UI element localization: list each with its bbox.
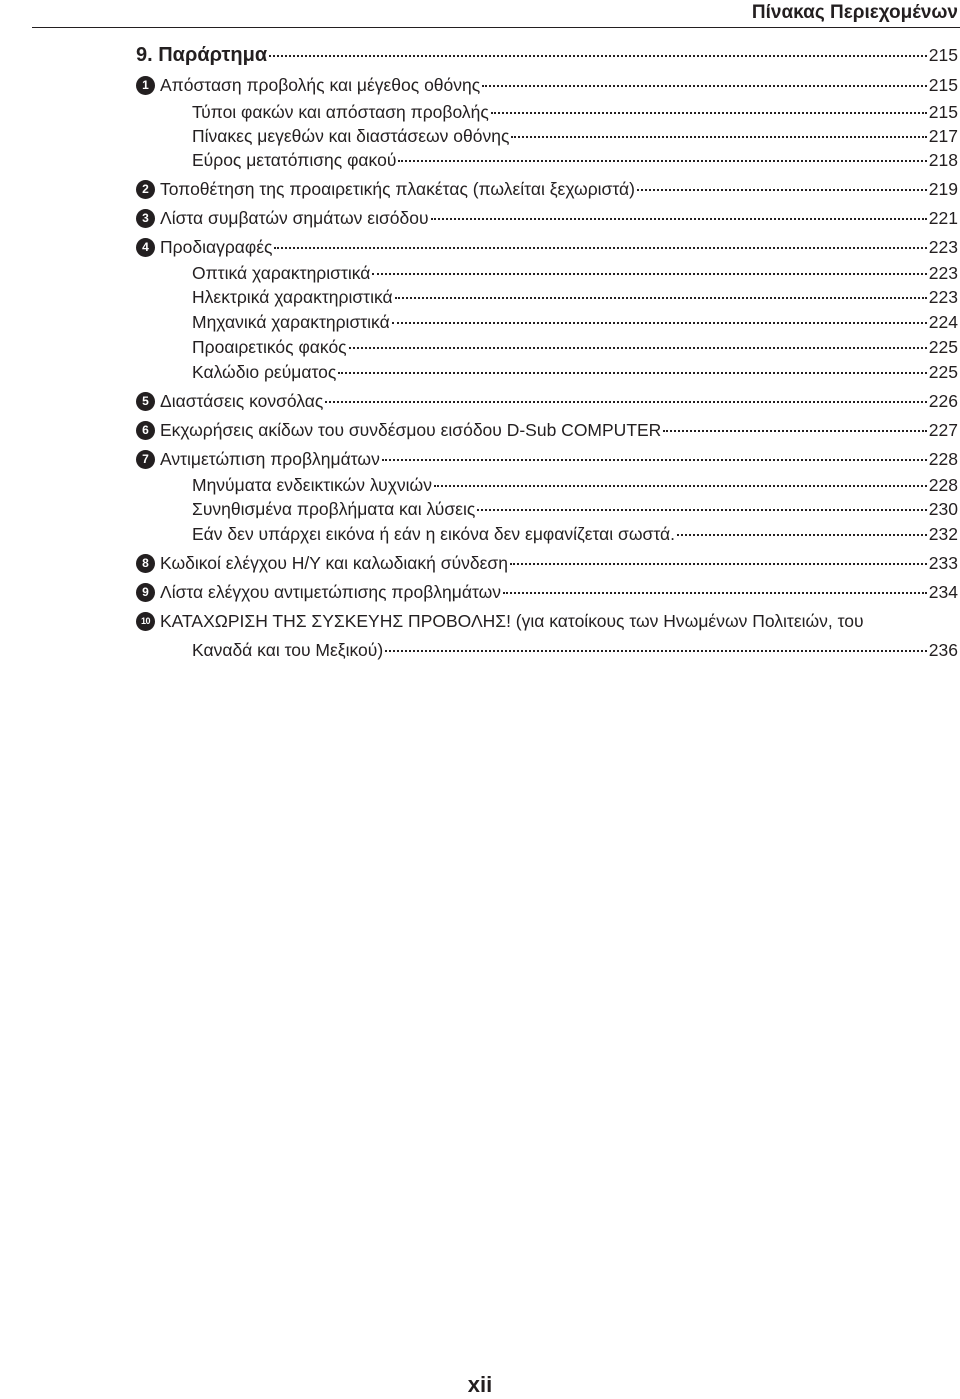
toc-line [192,473,958,497]
number-badge-icon: 8 [136,554,155,573]
dot-leader [677,534,927,536]
entry-label: Λίστα συμβατών σημάτων εισόδου [160,208,429,228]
toc-subentry[interactable] [0,124,960,148]
page-ref: 215 [928,75,958,95]
page-ref: 223 [928,287,958,307]
page-ref: 217 [928,126,958,146]
entry-label: Συνηθισμένα προβλήματα και λύσεις [192,499,476,519]
toc-line [192,360,958,384]
toc-line [192,285,958,309]
toc-subentry[interactable] [0,473,960,497]
toc-line [160,235,958,259]
toc-subentry[interactable] [0,310,960,334]
page-ref: 215 [928,102,958,122]
number-badge-icon: 7 [136,450,155,469]
toc-line [192,310,958,334]
entry-label: Προδιαγραφές [160,237,273,257]
page-ref: 233 [928,553,958,573]
toc-entry[interactable] [0,206,960,230]
page-ref: 230 [928,499,958,519]
toc-line [136,43,958,67]
page-ref: 218 [928,150,958,170]
toc-line [192,100,958,124]
dot-leader [269,55,927,57]
toc-line [160,551,958,575]
page-ref: 223 [928,237,958,257]
entry-label: Διαστάσεις κονσόλας [160,391,324,411]
dot-leader [338,372,926,374]
dot-leader [395,297,927,299]
page-ref: 226 [928,391,958,411]
page-ref: 236 [928,640,958,660]
toc-entry[interactable] [0,177,960,201]
dot-leader [491,112,927,114]
dot-leader [372,273,926,275]
entry-label-line1: ΚΑΤΑΧΩΡΙΣΗ ΤΗΣ ΣΥΣΚΕΥΗΣ ΠΡΟΒΟΛΗΣ! (για κατοίκους των Ηνωμένων Πολιτειών, του [160,611,864,631]
toc-line [160,418,958,442]
toc-entry[interactable] [0,235,960,259]
page-ref: 215 [928,45,958,65]
toc-subentry[interactable] [0,148,960,172]
dot-leader [274,247,926,249]
toc-subentry[interactable] [0,335,960,359]
number-badge-icon: 5 [136,392,155,411]
number-badge-icon: 1 [136,76,155,95]
toc-entry[interactable] [0,73,960,97]
dot-leader [385,650,927,652]
toc-line [192,497,958,521]
entry-label: Κωδικοί ελέγχου Η/Υ και καλωδιακή σύνδεση [160,553,508,573]
section-title: 9. Παράρτημα [136,44,268,66]
toc-line [192,335,958,359]
entry-label: Προαιρετικός φακός [192,337,347,357]
dot-leader [349,347,927,349]
page-ref: 228 [928,475,958,495]
dot-leader [510,563,927,565]
toc-line [160,447,958,471]
number-badge-icon: 3 [136,209,155,228]
entry-label: Πίνακες μεγεθών και διαστάσεων οθόνης [192,126,510,146]
toc-line [192,261,958,285]
dot-leader [392,322,927,324]
page-ref: 225 [928,362,958,382]
toc-entry[interactable] [0,447,960,471]
toc-entry[interactable] [0,609,960,665]
toc-entry[interactable] [0,551,960,575]
entry-label: Μηνύματα ενδεικτικών λυχνιών [192,475,432,495]
header-rule [32,27,960,28]
page-ref: 227 [928,420,958,440]
toc-line [160,177,958,201]
entry-label: Ηλεκτρικά χαρακτηριστικά [192,287,393,307]
entry-label-line2: Καναδά και του Μεξικού) [192,640,384,660]
number-badge-icon: 10 [136,612,155,631]
dot-leader [482,85,927,87]
toc-line [192,638,958,662]
toc-line [192,148,958,172]
toc-entry[interactable] [0,418,960,442]
dot-leader [663,430,926,432]
entry-label: Απόσταση προβολής και μέγεθος οθόνης [160,75,481,95]
entry-label: Τύποι φακών και απόσταση προβολής [192,102,489,122]
toc-subentry[interactable] [0,261,960,285]
dot-leader [477,509,927,511]
entry-label: Εύρος μετατόπισης φακού [192,150,397,170]
entry-label: Λίστα ελέγχου αντιμετώπισης προβλημάτων [160,582,502,602]
toc-section-heading[interactable] [0,43,960,67]
number-badge-icon: 2 [136,180,155,199]
toc-entry[interactable] [0,580,960,604]
page-ref: 224 [928,312,958,332]
page-ref: 221 [928,208,958,228]
toc-entry[interactable] [0,389,960,413]
dot-leader [382,459,927,461]
page-ref: 228 [928,449,958,469]
entry-label: Αντιμετώπιση προβλημάτων [160,449,380,469]
toc-subentry[interactable] [0,360,960,384]
dot-leader [325,401,926,403]
page-ref: 232 [928,524,958,544]
number-badge-icon: 6 [136,421,155,440]
page-number: xii [467,1372,493,1397]
entry-label: Εκχωρήσεις ακίδων του συνδέσμου εισόδου D-Sub COMPUTER [160,420,662,440]
page-ref: 219 [928,179,958,199]
page-ref: 223 [928,263,958,283]
dot-leader [431,218,927,220]
toc-subentry[interactable] [0,285,960,309]
dot-leader [511,136,926,138]
header-title: Πίνακας Περιεχομένων [751,2,958,23]
entry-label: Τοποθέτηση της προαιρετικής πλακέτας (πωλείται ξεχωριστά) [160,179,635,199]
entry-label: Εάν δεν υπάρχει εικόνα ή εάν η εικόνα δεν εμφανίζεται σωστά. [192,524,675,544]
page-ref: 225 [928,337,958,357]
entry-label: Καλώδιο ρεύματος [192,362,337,382]
toc-subentry[interactable] [0,522,960,546]
number-badge-icon: 9 [136,583,155,602]
toc-line [192,522,958,546]
dot-leader [398,160,926,162]
number-badge-icon: 4 [136,238,155,257]
toc-line [160,73,958,97]
toc-subentry[interactable] [0,497,960,521]
page-ref: 234 [928,582,958,602]
dot-leader [503,592,927,594]
toc-line [160,389,958,413]
toc-line [192,124,958,148]
toc-line [160,206,958,230]
toc-line [160,580,958,604]
entry-label: Οπτικά χαρακτηριστικά [192,263,371,283]
toc-subentry[interactable] [0,100,960,124]
entry-label: Μηχανικά χαρακτηριστικά [192,312,390,332]
dot-leader [637,189,927,191]
dot-leader [434,485,927,487]
